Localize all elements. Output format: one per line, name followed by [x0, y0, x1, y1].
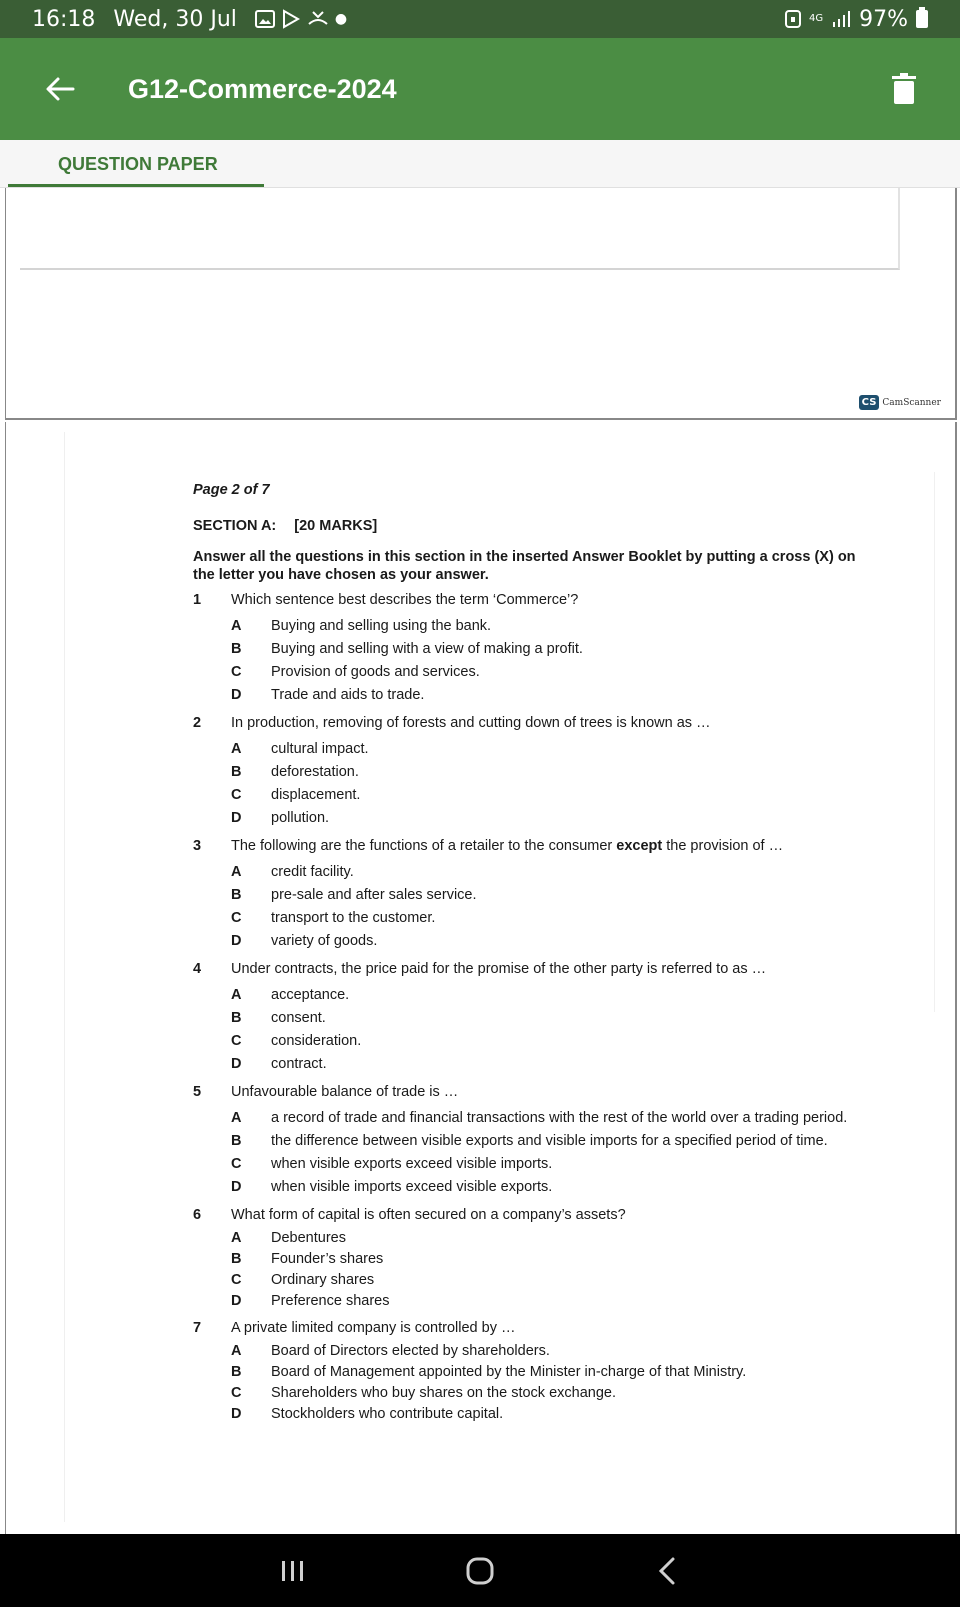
battery-percent: 97% — [859, 6, 908, 32]
app-title: G12-Commerce-2024 — [128, 73, 397, 104]
status-right — [785, 7, 928, 32]
document-page — [5, 422, 957, 1534]
option-text: credit facility. — [271, 864, 354, 880]
option-text: pre-sale and after sales service. — [271, 887, 477, 903]
option-letter: D — [231, 810, 242, 826]
option-text: Trade and aids to trade. — [271, 687, 425, 703]
lock-icon — [785, 9, 801, 29]
option-text: when visible imports exceed visible exports. — [271, 1179, 553, 1195]
option-letter: D — [231, 1293, 242, 1309]
option-d — [231, 684, 873, 707]
option-letter: D — [231, 1056, 242, 1072]
instructions: Answer all the questions in this section in the inserted Answer Booklet by putting a cross (X) on the letter you have chosen as your answer. — [193, 549, 856, 583]
option-letter: B — [231, 887, 242, 903]
notification-dot-icon: ● — [334, 11, 348, 27]
previous-page — [5, 188, 957, 420]
question-text: What form of capital is often secured on a company’s assets? — [231, 1207, 626, 1223]
question-number: 1 — [193, 592, 202, 608]
question-5 — [193, 1084, 873, 1199]
status-bar — [0, 0, 960, 38]
option-letter: D — [231, 933, 242, 949]
option-letter: B — [231, 1133, 242, 1149]
question-emphasis: except — [616, 838, 663, 854]
section-heading — [193, 518, 873, 534]
option-letter: B — [231, 1251, 242, 1267]
page-scan-edge-right — [934, 472, 935, 1012]
option-letter: C — [231, 664, 242, 680]
tab-question-paper[interactable]: QUESTION PAPER — [58, 153, 218, 174]
option-b — [231, 1249, 873, 1270]
option-text: consent. — [271, 1010, 326, 1026]
back-arrow-icon[interactable] — [30, 59, 90, 119]
option-c — [231, 1030, 873, 1053]
question-4 — [193, 961, 873, 1076]
network-type: 4G — [808, 13, 824, 24]
option-c — [231, 784, 873, 807]
option-b — [231, 884, 873, 907]
system-nav-bar — [0, 1534, 960, 1607]
question-number: 3 — [193, 838, 202, 854]
option-text: Buying and selling using the bank. — [271, 618, 492, 634]
option-b — [231, 1362, 873, 1383]
option-a — [231, 1341, 873, 1362]
option-c — [231, 1153, 873, 1176]
option-letter: A — [231, 1343, 242, 1359]
recent-apps-icon — [280, 1559, 306, 1583]
option-a — [231, 738, 873, 761]
question-text: Unfavourable balance of trade is … — [231, 1084, 459, 1100]
option-text: Board of Directors elected by shareholders. — [271, 1343, 550, 1359]
option-c — [231, 1270, 873, 1291]
question-2 — [193, 715, 873, 830]
back-button[interactable] — [637, 1546, 697, 1596]
section-label: SECTION A: — [193, 518, 277, 534]
question-1 — [193, 592, 873, 707]
option-text: Shareholders who buy shares on the stock exchange. — [271, 1385, 616, 1401]
option-text: Founder’s shares — [271, 1251, 384, 1267]
question-number: 5 — [193, 1084, 202, 1100]
option-text: Ordinary shares — [271, 1272, 375, 1288]
option-letter: A — [231, 741, 242, 757]
back-chevron-icon — [657, 1556, 677, 1586]
option-letter: D — [231, 1179, 242, 1195]
option-a — [231, 861, 873, 884]
delete-icon[interactable] — [886, 69, 922, 109]
option-d — [231, 1176, 873, 1199]
battery-icon — [916, 10, 928, 28]
option-text: Stockholders who contribute capital. — [271, 1406, 504, 1422]
app-bar — [0, 38, 960, 140]
option-c — [231, 907, 873, 930]
home-icon — [465, 1556, 495, 1586]
option-text: Board of Management appointed by the Minister in-charge of that Ministry. — [271, 1364, 747, 1380]
status-time: 16:18 — [32, 6, 96, 32]
question-3 — [193, 838, 873, 953]
question-text-end: the provision of … — [662, 838, 784, 854]
option-text: a record of trade and financial transactions with the rest of the world over a trading period. — [271, 1110, 848, 1126]
option-letter: B — [231, 641, 242, 657]
option-text: transport to the customer. — [271, 910, 436, 926]
section-marks: [20 MARKS] — [294, 518, 378, 534]
option-letter: B — [231, 1364, 242, 1380]
option-text: pollution. — [271, 810, 330, 826]
option-d — [231, 807, 873, 830]
option-text: cultural impact. — [271, 741, 369, 757]
question-text: A private limited company is controlled by … — [231, 1320, 516, 1336]
option-text: when visible exports exceed visible imports. — [271, 1156, 553, 1172]
question-text: Which sentence best describes the term ‘Commerce’? — [231, 592, 579, 608]
option-text: acceptance. — [271, 987, 350, 1003]
page-scan-edge — [64, 432, 65, 1522]
option-text: variety of goods. — [271, 933, 378, 949]
option-b — [231, 1007, 873, 1030]
question-number: 7 — [193, 1320, 202, 1336]
option-d — [231, 1404, 873, 1425]
page-content — [193, 482, 873, 1433]
camscanner-watermark — [859, 395, 941, 410]
option-text: Provision of goods and services. — [271, 664, 480, 680]
option-letter: C — [231, 910, 242, 926]
tab-bar — [0, 140, 960, 188]
option-b — [231, 1130, 873, 1153]
signal-icon — [831, 10, 851, 28]
question-text: Under contracts, the price paid for the promise of the other party is referred to as … — [231, 961, 767, 977]
play-store-icon — [281, 9, 301, 29]
option-text: deforestation. — [271, 764, 359, 780]
previous-page-content-edge — [20, 188, 900, 270]
option-letter: C — [231, 1385, 242, 1401]
option-text: the difference between visible exports and visible imports for a specified period of time. — [271, 1133, 828, 1149]
question-text — [231, 838, 873, 854]
option-letter: A — [231, 1230, 242, 1246]
status-date: Wed, 30 Jul — [113, 6, 237, 32]
question-number: 6 — [193, 1207, 202, 1223]
option-d — [231, 930, 873, 953]
option-d — [231, 1053, 873, 1076]
option-text: consideration. — [271, 1033, 362, 1049]
option-a — [231, 615, 873, 638]
option-letter: C — [231, 1272, 242, 1288]
option-letter: C — [231, 787, 242, 803]
missed-call-icon — [307, 10, 329, 28]
option-a — [231, 984, 873, 1007]
home-button[interactable] — [450, 1546, 510, 1596]
tab-indicator — [8, 184, 264, 187]
option-letter: C — [231, 1156, 242, 1172]
option-a — [231, 1228, 873, 1249]
option-text: contract. — [271, 1056, 327, 1072]
option-letter: A — [231, 1110, 242, 1126]
option-letter: D — [231, 1406, 242, 1422]
document-viewer[interactable] — [0, 188, 960, 1534]
question-text: In production, removing of forests and cutting down of trees is known as … — [231, 715, 711, 731]
option-letter: D — [231, 687, 242, 703]
option-letter: B — [231, 1010, 242, 1026]
question-6 — [193, 1207, 873, 1312]
option-letter: A — [231, 864, 242, 880]
option-letter: C — [231, 1033, 242, 1049]
question-7 — [193, 1320, 873, 1425]
option-b — [231, 638, 873, 661]
option-text: Debentures — [271, 1230, 346, 1246]
option-d — [231, 1291, 873, 1312]
option-b — [231, 761, 873, 784]
option-text: Buying and selling with a view of making a profit. — [271, 641, 583, 657]
question-number: 2 — [193, 715, 202, 731]
option-c — [231, 1383, 873, 1404]
option-letter: A — [231, 618, 242, 634]
notification-icons — [255, 9, 347, 29]
camscanner-label: CamScanner — [882, 397, 941, 408]
gallery-icon — [255, 10, 275, 28]
option-a — [231, 1107, 873, 1130]
option-c — [231, 661, 873, 684]
option-letter: A — [231, 987, 242, 1003]
question-number: 4 — [193, 961, 202, 977]
option-letter: B — [231, 764, 242, 780]
camscanner-logo: CS — [859, 395, 880, 410]
option-text: Preference shares — [271, 1293, 390, 1309]
option-text: displacement. — [271, 787, 361, 803]
page-number: Page 2 of 7 — [193, 482, 270, 498]
question-text-start: The following are the functions of a retailer to the consumer — [231, 838, 617, 854]
recent-apps-button[interactable] — [263, 1546, 323, 1596]
